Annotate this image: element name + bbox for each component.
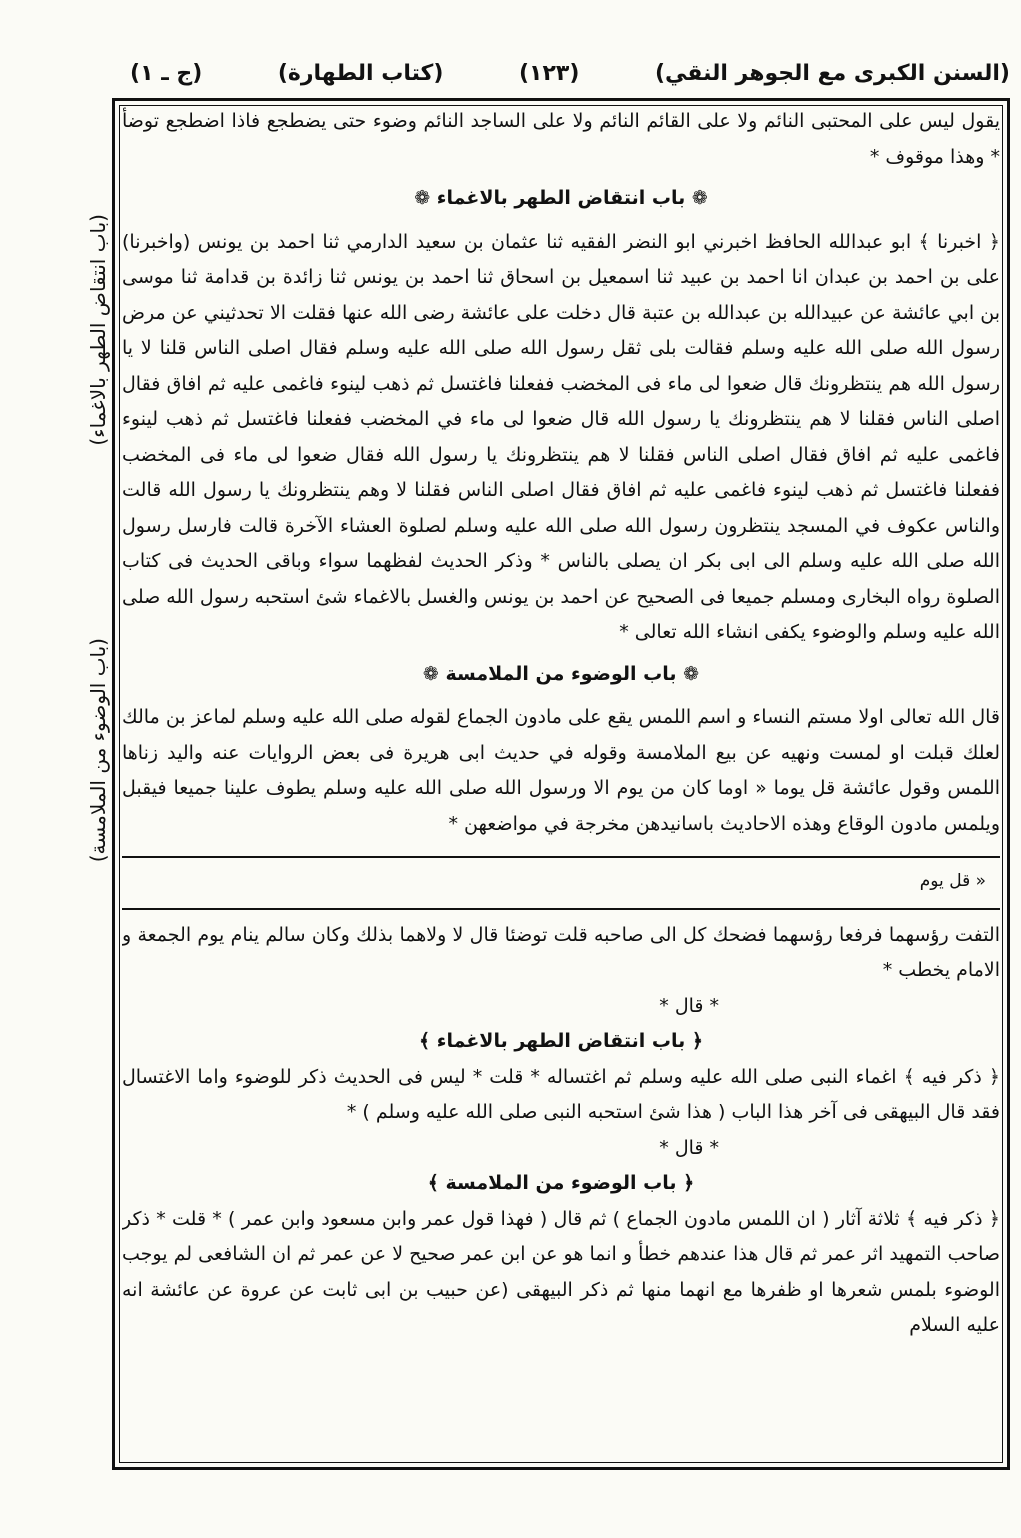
commentary-para-1: التفت رؤسهما فرفعا رؤسهما فضحك كل الى صاحبه قلت توضئا قال لا ولاهما بذلك وكان سالم ينام يوم الجمعة و الامام يخطب *: [122, 923, 1000, 981]
commentary-qal-1: * قال *: [659, 994, 720, 1017]
commentary-para-2: ﴿ ذكر فيه ﴾ اغماء النبى صلى الله عليه وسلم ثم اغتساله * قلت * ليس فى الحديث ذكر للوضوء واما الاغتسال فقد قال البيهقى فى آخر هذا الباب ( هذا شئ استحبه النبى صلى الله عليه وسلم ) *: [122, 1065, 1000, 1123]
side-label-bottom: (باب الوضوء من الملامسة): [86, 637, 110, 863]
commentary-heading-2: ﴿ باب الوضوء من الملامسة ﴾: [427, 1172, 695, 1194]
section-title-touching: ❁ باب الوضوء من الملامسة ❁: [122, 657, 1000, 693]
footnote-divider: [122, 856, 1000, 858]
section-body-touching: قال الله تعالى اولا مستم النساء و اسم اللمس يقع على مادون الجماع لقوله صلى الله عليه وسلم لماعز بن مالك لعلك قبلت او لمست ونهيه عن بيع الملامسة وقوله في حديث ابى هريرة فى بعض الروايات عنه واليد زناها اللمس وقول عائشة قل يوما « اوما كان من يوم الا ورسول الله صلى الله عليه وسلم يطوف علينا جميعا فيقبل ويلمس مادون الوقاع وهذه الاحاديث باسانيدهن مخرجة في مواضعهن *: [122, 706, 1000, 835]
page-header: [130, 52, 1010, 94]
commentary-heading-1: ﴿ باب انتقاض الطهر بالاغماء ﴾: [419, 1030, 703, 1052]
page-number: (١٢٣): [518, 60, 580, 86]
volume-label: (ج ـ ١): [130, 60, 203, 86]
page-content: [122, 104, 1000, 1464]
book-title: (السنن الكبرى مع الجوهر النقي): [654, 60, 1010, 86]
chapter-title: (كتاب الطهارة): [277, 60, 444, 86]
side-label-top: (باب انتقاض الطهر بالاغماء): [86, 214, 110, 446]
footnote-marker: « قل يوم: [919, 871, 986, 891]
section-body-fainting: ﴿ اخبرنا ﴾ ابو عبدالله الحافظ اخبرني ابو النضر الفقيه ثنا عثمان بن سعيد الدارمي ثنا احمد بن يونس (واخبرنا) على بن احمد بن عبدان انا احمد بن عبيد ثنا اسمعيل بن اسحاق ثنا احمد بن يونس ثنا زائدة بن قدامة ثنا موسى بن ابي عائشة عن عبيدالله بن عبدالله بن عتبة قال دخلت على عائشة رضى الله عنها فقلت الا تحدثيني عن مرض رسول الله صلى الله عليه وسلم فقالت بلى ثقل رسول الله صلى الله عليه وسلم فقال اصلى الناس قلنا لا يا رسول الله هم ينتظرونك قال ضعوا لى ماء فى المخضب ففعلنا فاغتسل ثم ذهب لينوء فاغمى عليه ثم افاق فقال اصلى الناس فقلنا لا هم ينتظرونك يا رسول الله قال ضعوا لى ماء في المخضب ففعلنا فاغتسل ثم ذهب لينوء فاغمى عليه ثم افاق فقال اصلى الناس فقلنا لا هم ينتظرونك يا رسول الله فقال ضعوا لى ماء فى المخضب ففعلنا فاغتسل ثم ذهب لينوء فاغمى عليه ثم افاق فقال اصلى الناس فقلنا لا وهم ينتظرونك يا رسول الله قالت والناس عكوف في المسجد ينتظرون رسول الله صلى الله عليه وسلم لصلوة العشاء الآخرة قالت فارسل رسول الله صلى الله عليه وسلم الى ابى بكر ان يصلى بالناس * وذكر الحديث لفظهما سواء وباقى الحديث فى كتاب الصلوة رواه البخارى ومسلم جميعا فى الصحيح عن احمد بن يونس والغسل بالاغماء شئ استحبه رسول الله صلى الله عليه وسلم والوضوء يكفى انشاء الله تعالى *: [122, 230, 1000, 643]
intro-text: يقول ليس على المحتبى النائم ولا على القائم النائم ولا على الساجد النائم وضوء حتى يضطجع فاذا اضطجع توضأ * وهذا موقوف *: [122, 110, 1000, 168]
section-title-fainting: ❁ باب انتقاض الطهر بالاغماء ❁: [122, 181, 1000, 217]
commentary-qal-2: * قال *: [659, 1136, 720, 1159]
commentary-divider: [122, 908, 1000, 910]
commentary-para-3: ﴿ ذكر فيه ﴾ ثلاثة آثار ( ان اللمس مادون الجماع ) ثم قال ( فهذا قول عمر وابن مسعود وابن عمر ) * قلت * ذكر صاحب التمهيد اثر عمر ثم قال هذا عندهم خطأ و انما هو عن ابن عمر صحيح لا عن عمر ثم ان الشافعى لم يوجب الوضوء بلمس شعرها او ظفرها مع انهما منها ثم ذكر البيهقى (عن حبيب بن ابى ثابت عن عروة عن عائشة انه عليه السلام: [122, 1207, 1000, 1336]
